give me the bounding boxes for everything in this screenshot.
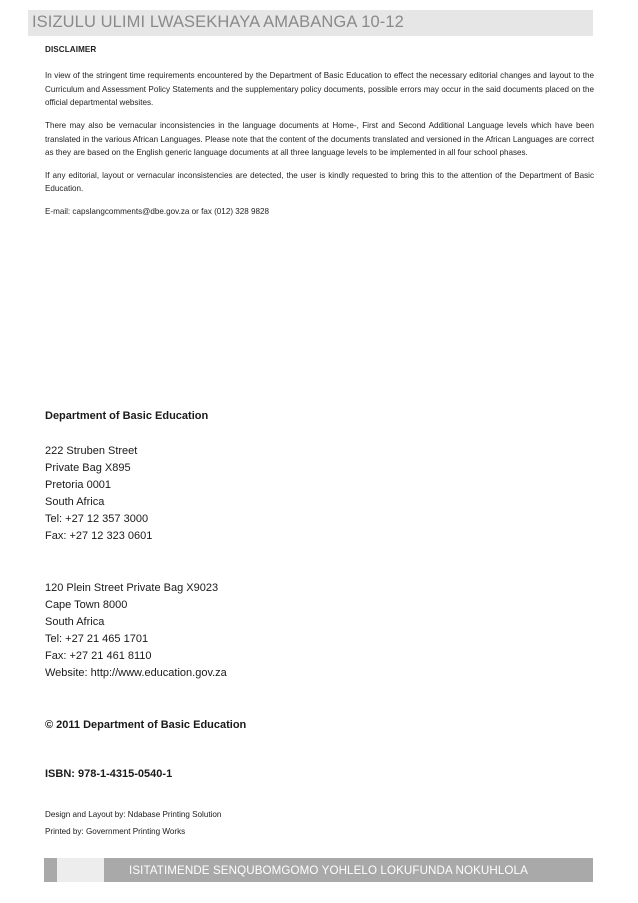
disclaimer-section [45, 43, 594, 228]
isbn-number: ISBN: 978-1-4315-0540-1 [45, 768, 173, 780]
fax-line: Fax: +27 12 323 0601 [45, 530, 153, 543]
production-credits [45, 806, 221, 840]
disclaimer-paragraph-3: If any editorial, layout or vernacular inconsistencies are detected, the user is kindly requested to bring this to the attention of the Department of Basic Education. [45, 170, 594, 194]
phone-line: Tel: +27 12 357 3000 [45, 513, 149, 526]
address-line: South Africa [45, 496, 105, 509]
disclaimer-paragraph-1: In view of the stringent time requirements encountered by the Department of Basic Education to effect the necessary editorial changes and layout to the Curriculum and Assessment Policy Statements and the supplementary policy documents, possible errors may occur in the said documents placed on the official departmental websites. [45, 71, 594, 108]
footer-title: ISITATIMENDE SENQUBOMGOMO YOHLELO LOKUFUNDA NOKUHLOLA [129, 864, 528, 877]
design-credit: Design and Layout by: Ndabase Printing Solution [45, 810, 222, 819]
address-line: South Africa [45, 616, 105, 629]
address-line: 222 Struben Street [45, 445, 138, 457]
cape-town-address [45, 580, 227, 683]
printing-credit: Printed by: Government Printing Works [45, 827, 186, 836]
phone-line: Tel: +27 21 465 1701 [45, 633, 149, 646]
disclaimer-paragraph-2: There may also be vernacular inconsistencies in the language documents at Home-, First and Second Additional Language levels which have been translated in the various African Languages. Please note that the content of the documents translated and versioned in the African Languages are correct as they are based on the English generic language documents at all three language levels to be implemented in all four school phases. [45, 121, 594, 157]
address-line: Private Bag X895 [45, 462, 131, 475]
pretoria-address [45, 443, 152, 546]
address-line: 120 Plein Street Private Bag X9023 [45, 582, 219, 594]
disclaimer-heading: DISCLAIMER [45, 45, 97, 54]
website-line: Website: http://www.education.gov.za [45, 667, 227, 680]
disclaimer-contact: E-mail: capslangcomments@dbe.gov.za or fax (012) 328 9828 [45, 207, 270, 217]
copyright-notice: © 2011 Department of Basic Education [45, 719, 247, 731]
footer-page-tab [57, 858, 104, 882]
department-title: Department of Basic Education [45, 410, 209, 422]
address-line: Cape Town 8000 [45, 599, 128, 612]
address-line: Pretoria 0001 [45, 479, 112, 492]
fax-line: Fax: +27 21 461 8110 [45, 650, 152, 663]
document-header-title: ISIZULU ULIMI LWASEKHAYA AMABANGA 10-12 [32, 13, 404, 31]
